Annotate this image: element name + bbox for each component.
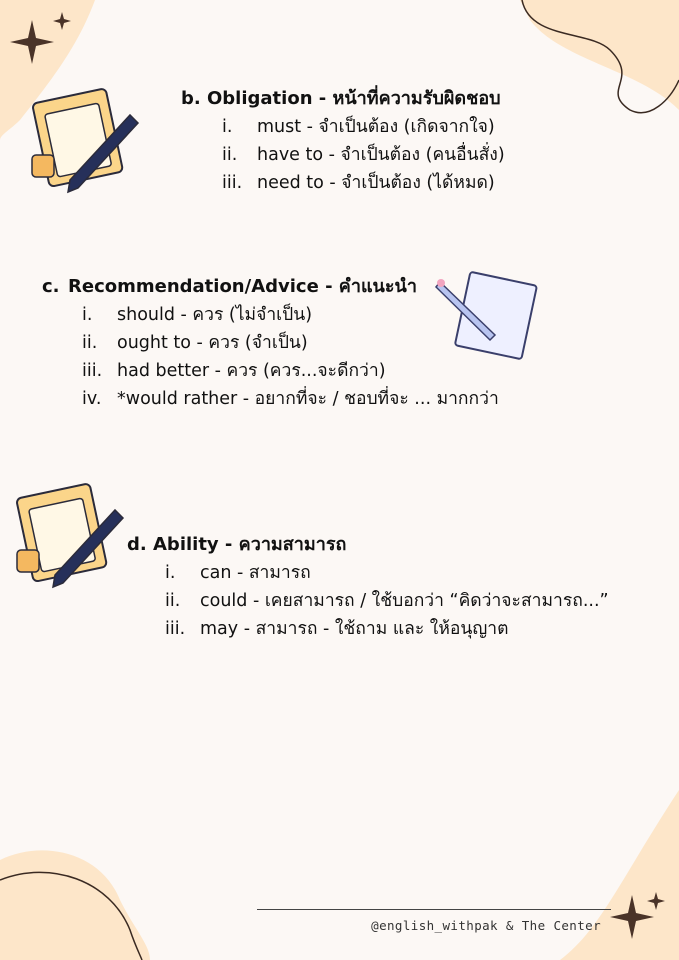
notebook-pencil-illustration <box>436 272 537 359</box>
notepad-pen-illustration <box>32 88 138 192</box>
list-item: iii. need to - จำเป็นต้อง (ได้หมด) <box>222 173 495 193</box>
top-right-blob <box>520 0 679 110</box>
footer-credit: @english_withpak & The Center <box>371 918 601 933</box>
section-ability <box>127 531 609 643</box>
section-heading: b. Obligation - หน้าที่ความรับผิดชอบ <box>181 88 501 109</box>
list-item: i. should - ควร (ไม่จำเป็น) <box>82 305 313 325</box>
list-item: i. can - สามารถ <box>165 563 311 583</box>
section-obligation <box>181 85 505 197</box>
notepad-pen-illustration <box>16 483 123 587</box>
list-item: i. must - จำเป็นต้อง (เกิดจากใจ) <box>222 117 495 137</box>
list-item: ii. ought to - ควร (จำเป็น) <box>82 333 308 353</box>
bottom-left-blob <box>0 850 150 960</box>
section-recommendation <box>42 273 499 413</box>
section-heading: d. Ability - ความสามารถ <box>127 534 347 555</box>
list-item: iii. may - สามารถ - ใช้ถาม และ ให้อนุญาต <box>165 619 509 639</box>
list-item: iii. had better - ควร (ควร...จะดีกว่า) <box>82 361 386 381</box>
list-item: ii. could - เคยสามารถ / ใช้บอกว่า “คิดว่าจะสามารถ...” <box>165 591 609 611</box>
section-heading: c. Recommendation/Advice - คำแนะนำ <box>42 276 417 297</box>
footer-divider <box>257 909 611 910</box>
list-item: iv. *would rather - อยากที่จะ / ชอบที่จะ ... มากกว่า <box>82 389 499 409</box>
list-item: ii. have to - จำเป็นต้อง (คนอื่นสั่ง) <box>222 145 505 165</box>
bottom-right-blob <box>560 790 679 960</box>
